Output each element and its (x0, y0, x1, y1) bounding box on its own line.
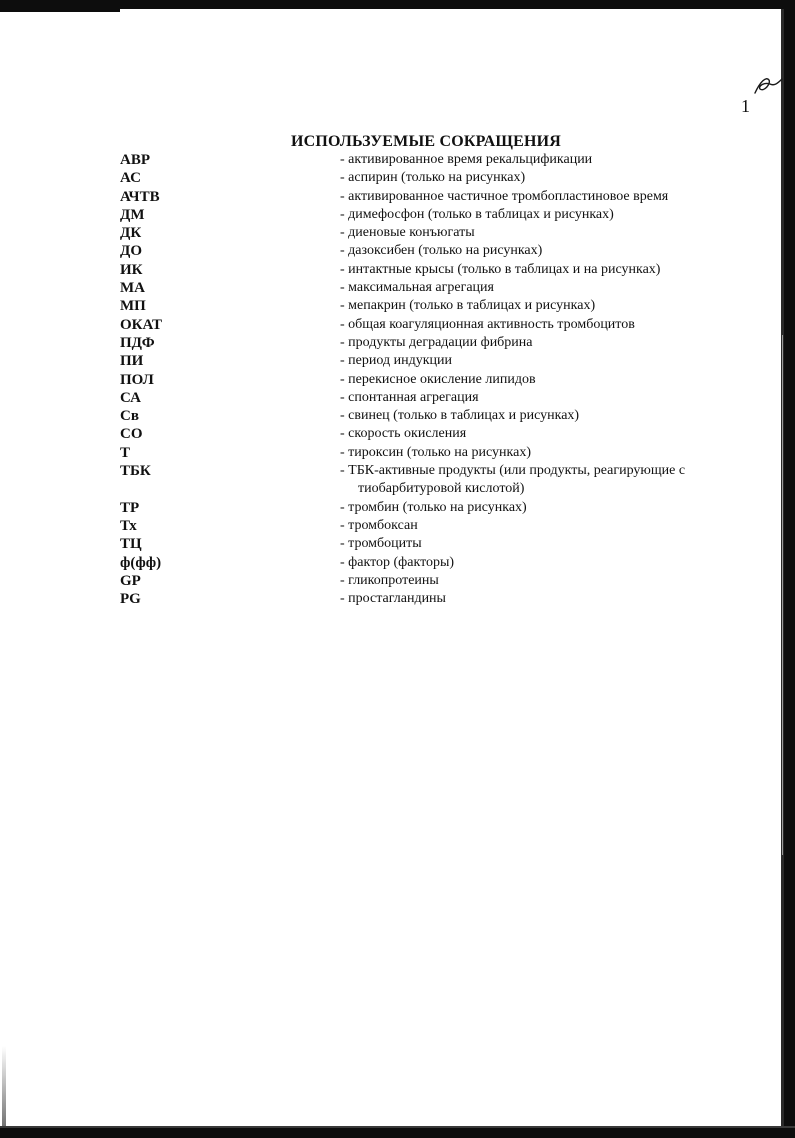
abbreviation-term: ТБК (120, 463, 151, 480)
abbreviation-row (120, 297, 740, 315)
abbreviation-term: АВР (120, 152, 150, 168)
abbreviation-definition: - период индукции (340, 353, 452, 369)
abbreviation-term: ДМ (120, 206, 145, 223)
abbreviation-term: Тх (120, 517, 137, 534)
abbreviation-definition: - тромбин (только на рисунках) (340, 499, 527, 515)
abbreviation-definition: - активированное частичное тромбопластиновое время (340, 188, 669, 204)
abbreviation-term: АС (120, 170, 141, 187)
abbreviation-row (120, 407, 740, 425)
scan-margin-line (782, 335, 783, 855)
abbreviation-definition: - интактные крысы (только в таблицах и на рисунках) (340, 261, 661, 277)
abbreviation-term: ТЦ (120, 536, 142, 553)
abbreviation-row (120, 242, 740, 260)
abbreviation-row (120, 371, 740, 389)
abbreviation-row (120, 169, 740, 187)
abbreviation-definition: - дазоксибен (только на рисунках) (340, 243, 543, 259)
abbreviation-row (120, 352, 740, 370)
scan-edge-top-notch (0, 9, 120, 12)
abbreviation-row (120, 517, 740, 535)
abbreviation-row (120, 499, 740, 517)
abbreviation-term: Св (120, 408, 139, 425)
abbreviation-term: ПОЛ (120, 371, 154, 388)
abbreviation-row (120, 151, 740, 169)
abbreviation-definition: - перекисное окисление липидов (340, 371, 536, 387)
abbreviation-term: МП (120, 298, 146, 315)
abbreviation-row (120, 389, 740, 407)
abbreviation-term: АЧТВ (120, 188, 160, 205)
abbreviation-definition: - тромбоциты (340, 536, 422, 552)
abbreviation-definition: - активированное время рекальцификации (340, 152, 593, 167)
abbreviation-row (120, 572, 740, 590)
abbreviation-definition: - скорость окисления (340, 426, 467, 442)
abbreviation-definition: - тромбоксан (340, 517, 418, 533)
abbreviation-list (120, 151, 740, 608)
abbreviation-row (120, 554, 740, 572)
abbreviation-term: СО (120, 426, 143, 443)
abbreviation-term: ОКАТ (120, 316, 163, 333)
abbreviation-row (120, 279, 740, 297)
page-title: ИСПОЛЬЗУЕМЫЕ СОКРАЩЕНИЯ (290, 133, 562, 150)
abbreviation-term: GP (120, 572, 141, 589)
scan-edge-bottom (0, 1128, 795, 1138)
abbreviation-term: ф(фф) (120, 554, 162, 571)
abbreviation-definition: - гликопротеины (340, 572, 439, 588)
scan-smudge-left (2, 1046, 6, 1126)
abbreviation-definition: - димефосфон (только в таблицах и рисунках) (340, 206, 614, 222)
abbreviation-definition: - максимальная агрегация (340, 280, 494, 296)
abbreviation-row (120, 334, 740, 352)
abbreviation-term: МА (120, 280, 145, 297)
abbreviation-definition: - свинец (только в таблицах и рисунках) (340, 408, 580, 424)
scan-edge-top (0, 0, 795, 9)
abbreviation-row (120, 590, 740, 608)
abbreviation-definition: - простагландины (340, 591, 446, 607)
abbreviation-definition: - продукты деградации фибрина (340, 334, 533, 350)
abbreviation-term: Т (120, 444, 131, 461)
abbreviation-row (120, 224, 740, 242)
abbreviation-row (120, 444, 740, 462)
abbreviation-row (120, 462, 740, 499)
abbreviation-term: ПИ (120, 353, 144, 370)
abbreviation-term: ТР (120, 499, 140, 516)
abbreviation-definition: - диеновые конъюгаты (340, 225, 475, 241)
abbreviation-definition: - ТБК-активные продукты (или продукты, реагирующие с тиобарбитуровой кислотой) (340, 463, 686, 497)
abbreviation-definition: - общая коагуляционная активность тромбоцитов (340, 316, 635, 332)
abbreviation-definition: - тироксин (только на рисунках) (340, 444, 531, 460)
abbreviation-definition: - мепакрин (только в таблицах и рисунках) (340, 298, 596, 314)
abbreviation-row (120, 206, 740, 224)
abbreviation-row (120, 261, 740, 279)
abbreviation-definition: - аспирин (только на рисунках) (340, 170, 526, 186)
abbreviation-row (120, 425, 740, 443)
scan-edge-bottom-inner (0, 1126, 795, 1128)
abbreviation-term: ПДФ (120, 334, 155, 351)
abbreviation-definition: - спонтанная агрегация (340, 389, 479, 405)
abbreviation-term: СА (120, 389, 141, 406)
handwritten-mark (752, 72, 784, 98)
abbreviation-term: ДК (120, 225, 142, 242)
page-number: 1 (741, 96, 750, 116)
abbreviation-row (120, 188, 740, 206)
abbreviation-term: ДО (120, 243, 142, 260)
abbreviation-term: PG (120, 591, 141, 608)
abbreviation-definition: - фактор (факторы) (340, 554, 455, 570)
abbreviation-term: ИК (120, 261, 143, 278)
abbreviation-row (120, 535, 740, 553)
scan-edge-right (784, 0, 795, 1138)
abbreviation-row (120, 316, 740, 334)
